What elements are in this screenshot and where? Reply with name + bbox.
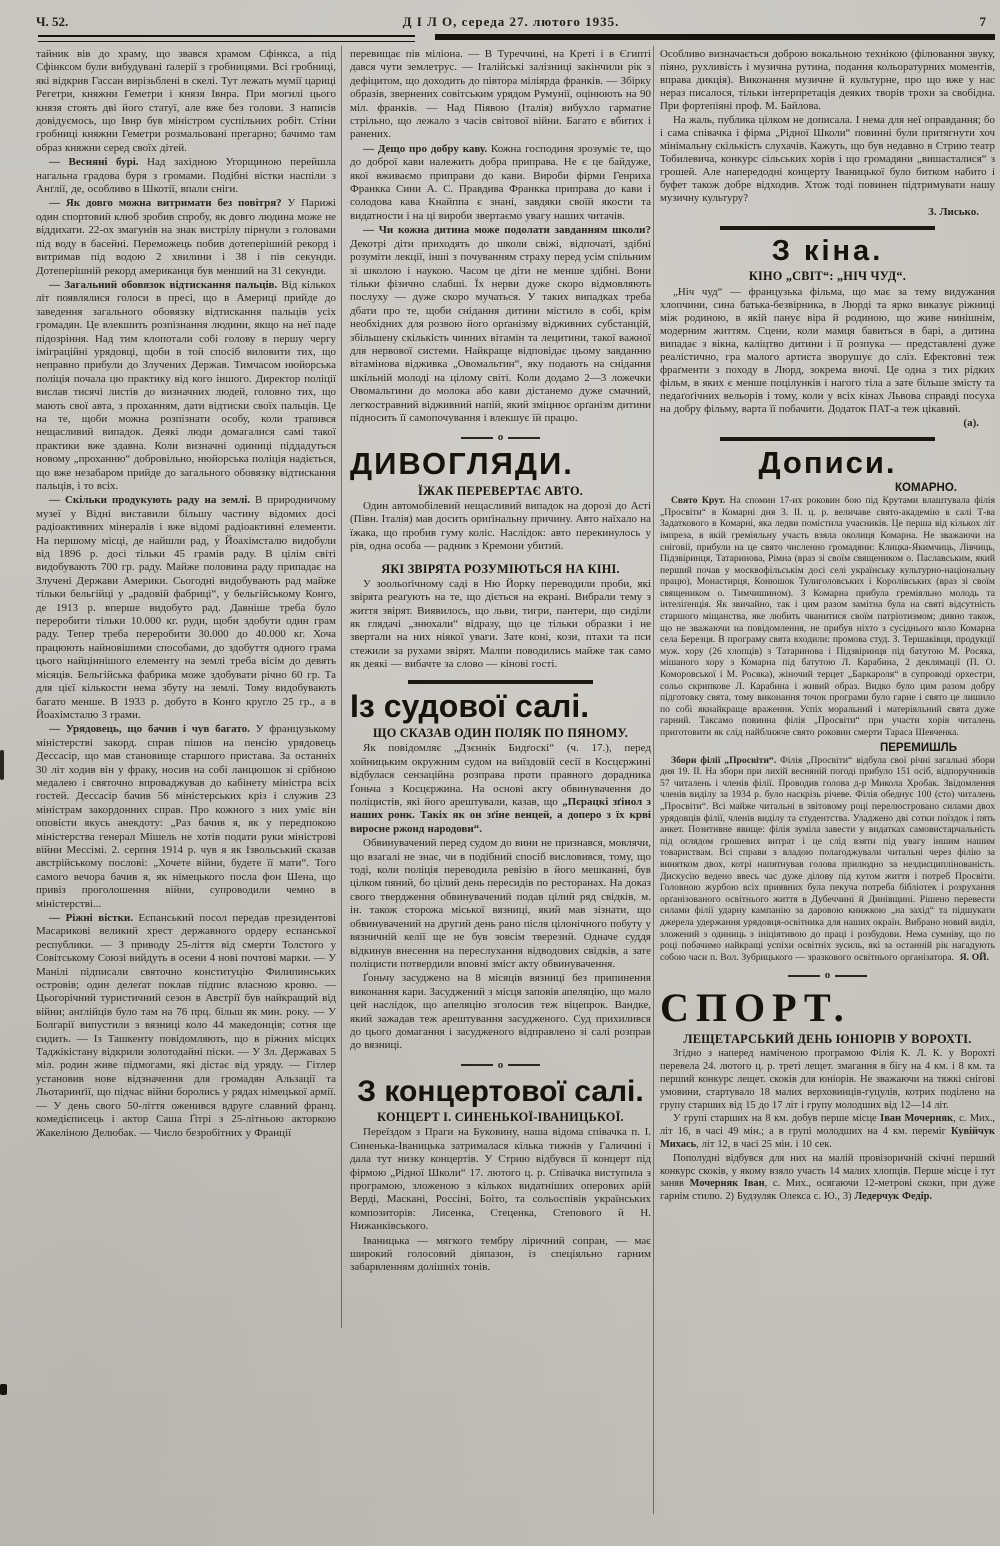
masthead: Д І Л О, середа 27. лютого 1935. — [402, 14, 620, 29]
cinema-section — [660, 236, 995, 429]
article-paragraph: На жаль, публика цілком не дописала. І нема для неї оправдання; бо і сама співачка і фірма „Рідної Школи“ повинні були притягнути хоч мінімальну скількість слухачів. Кажуть, що був недавно в Стрию театр Тобилевича, конкурс сільських хорів і що громадяни „вишасталися“ з грошей. Але напередодні концерту Іваницької було битком набито і буфет також добре відходив. Хтож тоді повинен підтримувати нашу музичну культуру? — [660, 114, 995, 204]
divider-dash — [461, 437, 493, 439]
article-subtitle: ЯКІ ЗВІРЯТА РОЗУМІЮТЬСЯ НА КІНІ. — [381, 561, 620, 576]
news-item — [36, 279, 336, 494]
paragraph-text: У групі старших на 8 км. добув перше місце — [673, 1113, 881, 1125]
news-item-text: Еспанський посол передав президентові Масарикові великий хрест державного ордеру еспанської республики. — З приводу 25-ліття від смерти Толстого у Совітському Союзі вийдуть в осени 4 нові почтові марки. — У Манілі підписали святочно конституцію Филипинських островів; один делеґат поклав підпис власною кровю. — Цьогорічний туристичний сезон в Австрії був найкращий від війни; анґлійців було там на 76 прц. більш як мин. року. — У Болгарії випустили з вязниці коло 44 македонців; сотня ще сидить. — Із Ташкенту повідомляють, що в ріжних місцях Таджікістану відкрили золотодайні піски. — У Зл. Державах 5 міл. родин живе підмогами, які дістає від уряду. — Гітлер установив нове відзначення для громадян Альзації та Льотаринґії, що підчас війни боролись у рядах німецької армії. — У день свого 50-ліття оженився вдруге славний франц. комедієписець і актор Саша Ґітрі з 25-літньою акторкою Жакеліною Делюбак. — Число безробітних у Франції — [36, 912, 336, 1139]
section-title-wonders: ДИВОГЛЯДИ. — [350, 446, 574, 482]
article-subtitle: КІНО „СВІТ“: „НІЧ ЧУД“. — [748, 269, 907, 284]
section-divider — [350, 432, 651, 443]
page-number: 7 — [979, 14, 986, 29]
report-place-label: КОМАРНО. — [895, 482, 957, 495]
sport-section — [660, 987, 995, 1204]
section-title-sport: СПОРТ. — [660, 985, 851, 1031]
section-title-reports: Дописи. — [758, 444, 897, 480]
ink-smudge — [0, 1384, 7, 1395]
athlete-name: Ледерчук Федір. — [854, 1191, 932, 1203]
news-item-lead: — Дещо про добру каву. — [363, 142, 488, 155]
news-item-text: В природничому музеї у Відні виставили більшу частину відомих досі радіоактивних мінералів і вже відомі радіоактивні елементи. На першому місці, де найшли рад, у Йоахімсталю видобули від 1896 р. досі тільки 45 грамів раду. В цілім світі видобувають 700 гр. раду. Майже половина раду припадає на Злучені Держави Америки. Сьогодні видобувають рад майже тільки бельгійці у „радовій фабриці“, у бельгійському Конго, де 1913 р. вперше видобуто рад. Давніше треба було переробити тільки 10.000 кг. руди, щоби здобути один грам раду. Тепер треба переробити 30.000 до 40.000 кг. Хоча працюють найновішими способами, до здобуття одного грама цього найціннішого елементу на землі треба вісім до девять місяців. Бельгійська фабрика може здобувати річно 60 гр. Та для цієї кількости нема збуту на землі. Тому видобувають багато менше. В 1933 р. добуто в Конго кругло 25 гр., а в Йоахімсталю 3 грами. — [36, 494, 336, 721]
news-item-text: Декотрі діти приходять до школи свіжі, відпочаті, здібні розуміти лекції, інші з почуванням страху перед усім спільним зі школою і наукою. Часом це діти не менше здібні. Вони тільки фізично слабші. Їх нерви дуже скоро відмовляють послуху — дуже скоро мучаться. У таких випадках треба дбати про те, щоби снідання дитини містило в собі, крім необхідних для розвою його орґанізму відживних субстанцій, збільшену скількість чинних вітамін та лецитини, такої важної для нервової системи. Найкраще відповідає цьому завданню вітамінова відживка „Овомальтин“, яку подають на снідання шкільній молоді на цілому світі. Коли додамо 2—3 ложечки Овомальтини до молока або кави дістанемо дуже смачний, легкостравний відживний напій, який зміцнює орґанізм дитини підносить її самопочування і влекшує їй працю. — [350, 237, 651, 424]
report-lead: Свято Крут. — [671, 495, 726, 507]
news-item-lead: — Як довго можна витримати без повітря? — [49, 197, 282, 210]
news-item-text: У французькому міністерстві закорд. справ пішов на пенсію урядовець Дессасір, що мав становище старшого пристава. За останніх 30 літ ходив він у фраку, носив на собі ланцюшок зі срібною медалею і святочно впроваджував до кабінету міністра всіх гостей. Дессасір бачив 56 міністерських кріз і служив 23 міністрам закордонних справ. Про кожного з них уміє він оповісти якусь анекдоту: „Раз бачив я, як у передпокою міністерства генерал Мішель не хотів подати руки міністрові війни Мессімі. 2. серпня 1914 р. чув я як Ізвольський сказав австрійському послові: „Хочете війни, будете її мати“. Того самого вечора бачив я, як німецького посла фон Шена, що привіз проголошення війни, супроводили чемно в міністерстві... — [36, 723, 336, 910]
news-item-lead: — Весняні бурі. — [49, 156, 139, 169]
athlete-name: Іван Мочерняк — [880, 1113, 953, 1125]
paragraph-text: , літ 12, в часі 25 мін. і 10 сек. — [696, 1139, 832, 1150]
article-paragraph — [660, 1113, 995, 1151]
section-divider — [660, 970, 995, 981]
ink-smudge — [0, 750, 4, 780]
column-right — [660, 48, 995, 1205]
report-place-label: ПЕРЕМИШЛЬ — [879, 741, 957, 754]
news-item — [36, 912, 336, 1140]
article-paragraph: Обвинувачений перед судом до вини не признався, мовлячи, що взагалі не знає, чи в подібний спосіб висловився, тому, що тоді, коли поліція переводила ревізію в його мешканні, був цілком пяний, бо цілий день пересидів по ресторанах. На доказ свого твердження обвинувачений подав цілий ряд свідків, м. ін. також сторожа міської вязниці, який мав зізнати, що обвинувачений на другий день рано після цілонічного побуту у вязничній келії ще не був зовсім тверезий. Одначе суддя відкинув внесення на переслухання відводових свідків, а зате поліцисти потвердили вповні зміст акту обвинувачення. — [350, 837, 651, 970]
section-divider — [350, 1060, 651, 1071]
report-text: На спомин 17-их роковин бою під Крутами влаштувала філія „Просвіти“ в Комарні дня 3. II. ц. р. величаве свято-академію в салі Т-ва Задаткового в Комарні, яка ледви помістила учасників. Це перша від кількох літ імпреза, в якій греміяльну участь взяла околиця Комарна. Не зважаючи на сніговії, прибули на це свято численно громадяни: Клицка-Якимчиць, Лівчиць, Підзвіринця, Татаринова, Рімна (враз зі своїм священиком о. Паславським, який перший почав у москвофільськім досі селі українську культурно-національну працю), Монастирця, Конюшок Тулиголовських і Королівських (враз зі своїм священиком о. Тимчишином). З Комарна прибула греміяльно молодь та інтеліґенція. Як звичайно, так і цим разом замітна була на святі відсутність старшого міщанства, яке любить чванитися своїм патріотизмом; дивно також, що не зважаючи на повідомлення, не прибув ніхто з сусіднього коло Комарна села Березця. В програму свята входили: промова студ. З. Тершаківця, продукції муж. хору (26 хлопців) з Татаринова і Підзвіринця під батутою М. Росяка, мішаного хору з Комарна під батутою Л. Карабина, 2 деклямації (П. О. Коморовської і М. Росяка), жіночий терцет „Баркароля“ в супроводі орхестри, сольо скрипкове Л. Карабина і живий образ. Видко було цим разом добру підготовку свята, тому виконання точок програми було гарне і свято це лишило по собі якнайкраще враження. Успіх моральний і матеріяльний свята дуже гарний. Таксамо повинна філія „Просвіти“ при участи хорів читалень приготовити як слід найближче свято роковин смерти Тараса Шевченка. — [660, 495, 995, 738]
divider-dash — [461, 1064, 493, 1066]
article-paragraph: У зоольоґічному саді в Ню Йорку переводили проби, які звірята реаґують на те, що діється на екрані. Вибрали тему з життя звірят. Виявилось, що льви, тигри, пантери, що сиділи як глядачі „знюхали“ відразу, що це тільки образки і не звертали на них ніякої уваги. Зате коні, кози, птахи та пси стежили за рухами звірят. Малпи поводились майже так само як деякі — вибачте за слово — кінові гості. — [350, 577, 651, 671]
divider-dash — [508, 1064, 540, 1066]
author-signature: З. Лисько. — [928, 206, 979, 218]
news-item-text: перевищає пів міліона. — В Туреччині, на Креті і в Єгипті дався чути землетрус. — Італійські залізниці закінчили рік з дефіцитом, що доходить до півтора міліярда франків. — Збірку образів, звернених совітським урядом Румунії, оцінюють на 90 міл. франків. — Над Піявою (Італія) вибухло гарматне стрільно, що лежало з часів світової війни. Багато є вбитих і ранених. — [350, 48, 651, 141]
report-paragraph — [660, 755, 995, 964]
concert-review-continuation — [660, 48, 995, 218]
page-header — [36, 14, 986, 30]
athlete-name: Мочерняк Іван — [689, 1178, 765, 1190]
section-rule — [408, 680, 593, 684]
article-paragraph: Згідно з наперед наміченою програмою Філія К. Л. К. у Ворохті перевела 24. лютого ц. р. треті лещет. змагання в бігу на 4 км. і 8 км. та перший конкурс лещет. скоків для юніорів. Не зважаючи на тяжкі снігові умовини, стартувало 18 малих верховинців-гуцулів, котрих поділено на групу старших від 15 до 17 літ і групу молодших від 12—14 літ. — [660, 1048, 995, 1111]
paragraph-text: Пополудні відбувся для них на малій провізоричній скічні перший конкурс скоків, у якому взяло участь 14 малих хлопців. Перше місце і тут заняв — [660, 1152, 995, 1190]
section-rule — [720, 226, 935, 230]
article-subtitle: КОНЦЕРТ І. СИНЕНЬКОЇ-ІВАНИЦЬКОЇ. — [377, 1110, 624, 1125]
column-divider-1 — [341, 46, 342, 1328]
article-paragraph — [350, 742, 651, 836]
news-item-lead: — Скільки продукують раду на землі. — [49, 494, 251, 507]
news-item-text: У Парижі один спортовий клюб зробив спробу, як довго людина може не віддихати. 22-ох змагунів на знак вистрілу пірнули з головами під воду в басейні. Переможець побив дотеперішній рекорд і витримав під водою 2 хвилини і 38 і пів секунди. Дотеперішній рекорд американця був менший на 31 секунди. — [36, 197, 336, 277]
divider-dash — [835, 975, 867, 977]
report-lead: Збори філії „Просвіти“. — [671, 754, 777, 766]
divider-glyph: о — [824, 969, 831, 982]
news-item-text: тайник вів до храму, що звався храмом Сфінкса, а під Сфінксом були вибудувані ґалерії з гробницями. Всі гробниці, які відкрив Гассан вирізьблені в скелі. Тут лежать мумії цариці Регетри, княжни Геметри і князя Івнра. При могилі цього князя стоять дві його статуї, але вже без голови. З написів довідуємось, що Івнр був міністром суспільних робіт. Стіни гробниці княжни Геметри розмальовані прегарно; бачимо там образ княжни серед своїх дітей. — [36, 48, 336, 154]
paragraph-text: , с. Мих., літ 16, в часі 49 мін.; а в групі молодших на 4 км. переміг — [660, 1113, 996, 1138]
section-title-cinema: З кіна. — [771, 235, 884, 267]
news-item — [36, 723, 336, 911]
news-item — [36, 156, 336, 196]
news-item — [36, 197, 336, 277]
paragraph-text: , с. Мих., осягаючи 12-метрові скоки, при дуже гарнім стилю. 2) Будзуляк Олекса с. Ю., 3) — [660, 1178, 996, 1203]
report-paragraph — [660, 495, 995, 738]
section-rule — [720, 437, 935, 441]
news-item-lead: — Ріжні вістки. — [49, 912, 133, 924]
report-text: Філія „Просвіти“ відбула свої річні загальні збори дня 19. II. На збори при лихій весняній погоді прибуло 151 осіб, відпоручників 57 читалень і членів філії. Проводив голова д-р Микола Хробак. Звідомлення членів виділу за 1934 р. було наскрізь річеве. Філія обеднує 100 (сто) читалень „Просвіти“. Всі майже читальні в звітовому році перелюстровано силами двох урядовців філії, членів виділу та студентства. Уладжено дві сотки поїздок і пять анкет. Позитивне явище: філія зуміла завести у видатках самовистарчальність під оглядом грошевих витрат і це слід взяти під увагу іншим нашим товариствам. Всі справи з владою полагоджували читальні через філію за винятком двох, котрі напятнував голова прилюдно за нездисциплінованість. Дискусію ведено ввесь час дуже ділову під кутом життя і потреб Просвіти. Головною журбою всіх приявних була пекуча потреба бібліотек і розрухання орґанізованого освітнього життя в Дубеччині й Динівщині. Рішено перевести силами філії ударну кампанію за даровою книжкою „на захід“ та підшукати джерела удержання урядовця-освітника для наших окраїн. Вибрано новий виділ, зложений з одиниць з ініціятивою до праці і розбудови. Нема сумніву, що по році побачимо найкращі успіхи освітніх зусиль, які за останній рік нагадують собою часи п. Вол. Зубрицького — зразкового освітнього організатора. — [660, 754, 995, 963]
article-paragraph — [660, 1153, 995, 1204]
section-title-court: Із судової салі. — [350, 687, 590, 724]
article-paragraph: Іваницька — мягкого тембру ліричний сопран, — має широкий голосовий діяпазон, із спеціяльно гарним забарвленням долішніх тонів. — [350, 1234, 651, 1274]
article-paragraph: Один автомобілевий нещасливий випадок на дорозі до Асті (Півн. Італія) мав досить ориґінальну причину. Авто наїхало на їжака, що пробив гуму коліс. Наслідок: авто перекинулось у рів, одна особа — радник з Кремони убитий. — [350, 500, 651, 553]
article-paragraph: Ґоньчу засуджено на 8 місяців вязниці без припинення виконання кари. Засуджений з місця заповів апеляцію, що мало цей наслідок, що апеляцію зголосив теж віцепрок. Вандке, який зажадав теж арештування засудженого. Суд прихилився до цього домагання і засудженого відправлено зі салі розправ до вязниці. — [350, 972, 651, 1052]
news-item — [350, 224, 651, 425]
quote-bold: „Пєрацкі зґінол з наших ронк. Такіх як он зґіне венцей, а доперо з їх крві виросне ржонд народови“. — [350, 796, 651, 835]
paragraph-text: Як повідомляє „Дзєннік Бидґоскі“ (ч. 17.), перед хойницьким окружним судом на виїздовій сесії в Косцєржині відбулася сензаційна розправа проти правного дорадника Ґоньча з Косцєржина. На основі акту обвинувачення до поліцистів, які його арештували, казав, що — [350, 742, 651, 809]
issue-number: Ч. 52. — [36, 14, 69, 29]
news-item-lead: — Чи кожна дитина може подолати завданням школи? — [363, 224, 651, 237]
article-subtitle: ЩО СКАЗАВ ОДИН ПОЛЯК ПО ПЯНОМУ. — [372, 726, 628, 741]
news-item-text: Кожна господиня зрозуміє те, що до доброї кави належить добра приправа. Не є це байдуже, якої вживаємо приправи до кави. Вироби фірми Генриха Франкка Сини А. С. Правдива Франкка приправа до кави і солодова кава Кнайппа є знані, завдяки своїй якости та видатности і на ці вироби звертаємо увагу наших читачів. — [350, 142, 651, 222]
article-paragraph: „Ніч чуд“ — французька фільма, що має за тему видужання хлопчини, сина батька-безвірника, в Люрді та ярко виказує ріжниці між родиною, в якій панує віра й родиною, що живе нинішнім, модерним життям. Сцени, коли мамця бавиться в барі, а дитина випадає з вікна, каліцтво дитини і її розпука — представлені дуже реалістично, гра малого артиста зворушує до сліз. Ефектовні теж фраґменти з походу в Люрд, зокрема вночі. Це одна з тих рідких фільм, в яких є менше поцілунків і нагого тіла а зате більше змісту та педаґоґічних вельорів і тому, коли у всіх кінах Львова справді посуха на добру фільму, варта її побачити. Додаток ПАТ-а теж цікавий. — [660, 285, 995, 415]
author-signature: (а). — [963, 416, 979, 429]
article-subtitle: ЇЖАК ПЕРЕВЕРТАЄ АВТО. — [417, 483, 584, 498]
news-item — [350, 143, 651, 223]
column-news-briefs — [36, 48, 336, 1141]
news-item-text: Від кількох літ появлялися голоси в пресі, що в Америці прийде до заведення загального обовязку відтискання пальців усіх громадян. Це влекшить розпізнання людини, якщо на неї паде підозріння. Над тим клопотали собі голову в першу чергу іміграційні урядовці, щоби в той спосіб виловити тих, що неправно прибули до Злучених Держав. Тимчасом нюйорська поліція почала цю практику від кого іншого. Директор поліції вислав тисячі листів до визначних людей, головно тих, що мають свої авта, з проханням, дати відтиски своїх пальців. Це на те, щоби можна розпізнати особу, коли трапився нещасливий випадок. Деякі люди домагалися самі такої практики вже здавна. Коли визначні одиниці піддадуться новому „проханню“ добровільно, нюйорська поліція надіється, що вже незабаром прийде до загального обовязку відтискання пальців, і то всіх. — [36, 278, 336, 492]
news-item — [350, 48, 651, 142]
reports-section — [660, 444, 995, 964]
news-item-lead: — Урядовець, що бачив і чув багато. — [49, 723, 250, 736]
news-item-text: Над західною Угорщиною перейшла нагальна градова буря з громами. Подібні вістки наспіли з Анґлії, де, особливо в Шкотії, впали сніги. — [36, 156, 336, 196]
header-rule-right — [435, 34, 995, 40]
article-paragraph: Переїздом з Праги на Буковину, наша відома співачка п. І. Синенька-Іваницька затрималася кілька тижнів у Галичині і дала тут низку концертів. У Стрию відбувся її концерт під фірмою „Рідної Школи“ 17. лютого ц. р. Співачка виступила з програмою, зложеною з кількох видатніших оперових арій Верді, Маскані, Россіні, Боіто, та сольоспівів українських композиторів: Лисенка, Стеценка, Степового й Н. Нижанківського. — [350, 1126, 651, 1233]
column-middle — [350, 48, 651, 1276]
divider-glyph: о — [497, 1058, 504, 1071]
athlete-name: Кувійчук Михась — [660, 1126, 995, 1150]
article-paragraph: Особливо визначається доброю вокальною технікою (філювання звуку, піяно, рухливість і музична рутина, подання кольоратурних моментів, вправа дикція). Виконання музичне й культурне, про що вже у нас нераз писалося, тільки інтерпретація деяких творів трохи за свобідна. При фортепіяні проф. М. Байлова. — [660, 48, 995, 112]
divider-glyph: о — [497, 431, 504, 444]
column-divider-2 — [653, 46, 654, 1514]
author-signature: Я. ОЙ. — [959, 951, 990, 963]
news-item-lead: — Загальний обовязок відтискання пальців. — [49, 278, 278, 291]
news-item — [36, 48, 336, 155]
divider-dash — [788, 975, 820, 977]
article-subtitle: ЛЕЩЕТАРСЬКИЙ ДЕНЬ ЮНІОРІВ У ВОРОХТІ. — [683, 1032, 972, 1047]
section-title-concert: З концертової салі. — [357, 1074, 644, 1108]
news-item — [36, 494, 336, 722]
divider-dash — [508, 437, 540, 439]
header-rule-left — [38, 35, 415, 42]
